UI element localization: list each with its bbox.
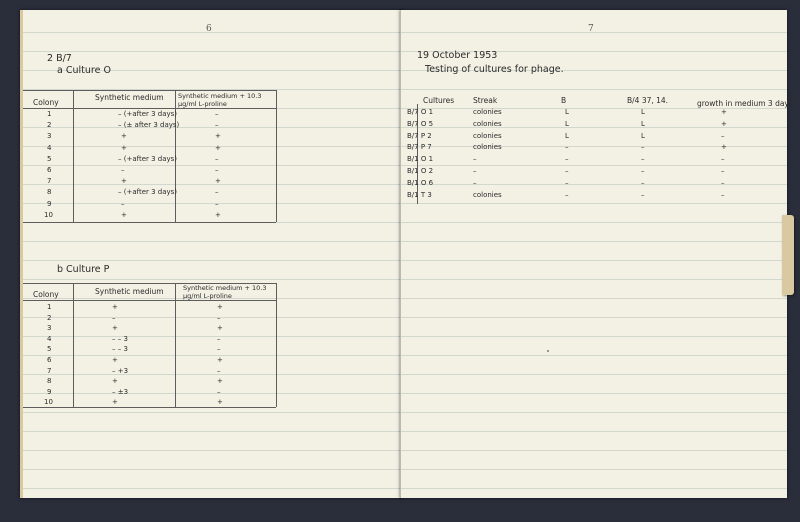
table-b-bottom-rule — [23, 407, 276, 408]
culture-id: B/7 P 2 — [407, 131, 432, 140]
phage-b-result: L — [565, 108, 569, 116]
notebook-right-page — [400, 10, 793, 498]
table-b-header: Synthetic medium + 10.3 µg/ml L-proline — [183, 284, 267, 300]
culture-id: B/7 O 5 — [407, 119, 434, 128]
colony-number: 2 — [47, 313, 52, 322]
growth-result: + — [721, 108, 727, 116]
colony-number: 4 — [47, 334, 52, 343]
synthetic-medium-result: – (+after 3 days) — [118, 110, 178, 118]
synthetic-medium-result: + — [121, 177, 127, 186]
streak-result: colonies — [473, 119, 502, 128]
ink-mark — [547, 350, 549, 352]
synthetic-medium-result: – – 3 — [112, 345, 128, 354]
culture-id: B/1 O 1 — [407, 155, 434, 164]
proline-medium-result: – — [215, 188, 219, 197]
colony-number: 3 — [47, 324, 52, 333]
colony-number: 8 — [47, 377, 52, 386]
culture-id: B/1 T 3 — [407, 190, 432, 199]
proline-medium-result: + — [215, 210, 221, 219]
synthetic-medium-result: – – 3 — [112, 334, 128, 343]
phage-b-result: L — [565, 131, 569, 140]
table-a-header: Synthetic medium — [95, 93, 164, 102]
section-b-label: b Culture P — [57, 264, 110, 275]
synthetic-medium-result: – (+after 3 days) — [118, 154, 178, 163]
synthetic-medium-result: + — [112, 303, 118, 311]
culture-id: B/7 P 7 — [407, 143, 432, 152]
colony-number: 3 — [47, 132, 52, 141]
phage-table-header: growth in medium 3 days — [697, 99, 793, 108]
phage-b4-result: L — [641, 119, 645, 128]
streak-result: – — [473, 155, 477, 164]
entry-title: Testing of cultures for phage. — [425, 64, 564, 75]
growth-result: + — [721, 119, 727, 128]
synthetic-medium-result: + — [121, 143, 127, 152]
proline-medium-result: – — [215, 166, 219, 174]
proline-medium-result: + — [215, 143, 221, 152]
proline-medium-result: + — [217, 377, 223, 386]
culture-id: B/1 O 2 — [407, 167, 434, 175]
synthetic-medium-result: + — [112, 356, 118, 364]
table-a-header-rule — [23, 108, 276, 109]
synthetic-medium-result: – ±3 — [112, 387, 129, 396]
colony-number: 10 — [44, 210, 53, 219]
culture-id: B/7 O 1 — [407, 108, 434, 116]
culture-id: B/1 O 6 — [407, 178, 434, 187]
growth-result: – — [721, 190, 725, 199]
phage-b-result: L — [565, 119, 569, 128]
proline-medium-result: – — [217, 345, 221, 354]
proline-medium-result: – — [215, 199, 219, 208]
streak-result: colonies — [473, 108, 502, 116]
synthetic-medium-result: – — [121, 199, 125, 208]
proline-medium-result: + — [215, 177, 221, 186]
streak-result: colonies — [473, 143, 502, 152]
proline-medium-result: + — [217, 303, 223, 311]
table-a-header: Synthetic medium + 10.3 µg/ml L-proline — [178, 92, 262, 108]
phage-b4-result: – — [641, 178, 645, 187]
colony-number: 2 — [47, 121, 52, 130]
phage-b4-result: – — [641, 190, 645, 199]
colony-number: 9 — [47, 387, 52, 396]
synthetic-medium-result: – (± after 3 days) — [118, 121, 180, 130]
growth-result: + — [721, 143, 727, 152]
synthetic-medium-result: – +3 — [112, 366, 129, 375]
phage-table-header: Cultures — [423, 96, 455, 105]
proline-medium-result: – — [215, 110, 219, 118]
proline-medium-result: – — [217, 334, 221, 343]
streak-result: colonies — [473, 131, 502, 140]
colony-number: 8 — [47, 188, 52, 197]
phage-b4-result: L — [641, 131, 645, 140]
proline-medium-result: + — [217, 398, 223, 407]
synthetic-medium-result: + — [112, 377, 118, 386]
notebook-edge-tab — [782, 215, 794, 295]
colony-number: 1 — [47, 110, 52, 118]
synthetic-medium-result: – (+after 3 days) — [118, 188, 178, 197]
proline-medium-result: + — [217, 324, 223, 333]
table-a-col-divider — [73, 90, 74, 222]
proline-medium-result: – — [217, 366, 221, 375]
section-a-label: a Culture O — [57, 65, 111, 76]
table-b-header: Colony — [33, 290, 59, 299]
proline-medium-result: + — [217, 356, 223, 364]
table-b-col-divider — [276, 283, 277, 407]
phage-table-header: Streak — [473, 96, 498, 105]
phage-b4-result: – — [641, 143, 645, 152]
table-b-header: Synthetic medium — [95, 287, 164, 296]
synthetic-medium-result: + — [112, 324, 118, 333]
proline-medium-result: – — [215, 121, 219, 130]
phage-b-result: – — [565, 178, 569, 187]
colony-number: 5 — [47, 345, 52, 354]
phage-b-result: – — [565, 167, 569, 175]
phage-b4-result: L — [641, 108, 645, 116]
growth-result: – — [721, 178, 725, 187]
table-a-bottom-rule — [23, 222, 276, 223]
colony-number: 10 — [44, 398, 53, 407]
page-number-right: 7 — [588, 24, 594, 34]
colony-number: 5 — [47, 154, 52, 163]
growth-result: – — [721, 167, 725, 175]
proline-medium-result: – — [215, 154, 219, 163]
phage-b-result: – — [565, 155, 569, 164]
proline-medium-result: + — [215, 132, 221, 141]
table-b-col-divider — [73, 283, 74, 407]
synthetic-medium-result: + — [112, 398, 118, 407]
notebook-left-page — [20, 10, 403, 498]
streak-result: – — [473, 167, 477, 175]
phage-b4-result: – — [641, 155, 645, 164]
page-number-left: 6 — [206, 24, 212, 34]
streak-result: colonies — [473, 190, 502, 199]
phage-table-header: B/4 37, 14. — [627, 96, 669, 105]
colony-number: 6 — [47, 356, 52, 364]
growth-result: – — [721, 155, 725, 164]
table-b-col-divider — [175, 283, 176, 407]
table-a-top-rule — [23, 90, 276, 91]
entry-reference: 2 B/7 — [47, 53, 72, 64]
growth-result: – — [721, 131, 725, 140]
entry-date: 19 October 1953 — [417, 50, 498, 61]
proline-medium-result: – — [217, 313, 221, 322]
table-a-header: Colony — [33, 98, 59, 107]
table-a-col-divider — [276, 90, 277, 222]
table-b-header-rule — [23, 300, 276, 301]
colony-number: 7 — [47, 177, 52, 186]
colony-number: 7 — [47, 366, 52, 375]
synthetic-medium-result: – — [121, 166, 125, 174]
phage-b-result: – — [565, 143, 569, 152]
phage-b4-result: – — [641, 167, 645, 175]
phage-b-result: – — [565, 190, 569, 199]
proline-medium-result: – — [217, 387, 221, 396]
colony-number: 4 — [47, 143, 52, 152]
colony-number: 9 — [47, 199, 52, 208]
phage-table-header: B — [561, 96, 567, 105]
colony-number: 1 — [47, 303, 52, 311]
synthetic-medium-result: + — [121, 210, 127, 219]
synthetic-medium-result: + — [121, 132, 127, 141]
colony-number: 6 — [47, 166, 52, 174]
synthetic-medium-result: – — [112, 313, 116, 322]
streak-result: – — [473, 178, 477, 187]
